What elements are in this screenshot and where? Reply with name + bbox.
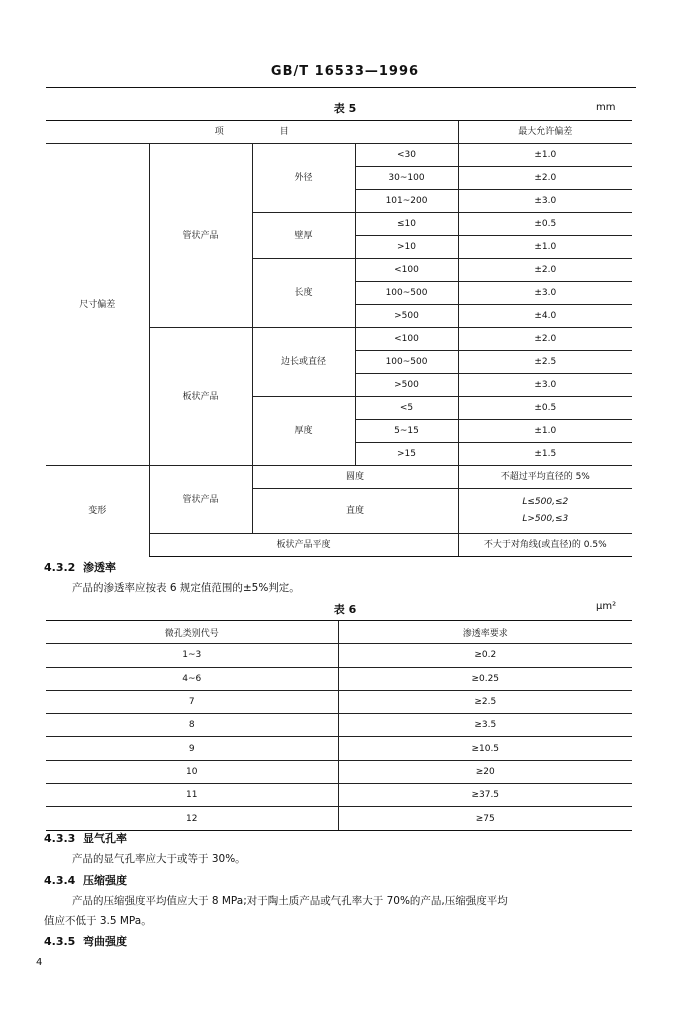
table6-unit: μm²	[596, 601, 617, 612]
plate-flatness-tolerance: 不大于对角线(或直径)的 0.5%	[458, 534, 632, 557]
straightness-tol-line-2: L>500,≤3	[522, 514, 569, 524]
req-cell: ≥2.5	[338, 690, 632, 713]
straightness-label: 直度	[252, 489, 458, 534]
range-cell: 100~500	[355, 282, 458, 305]
section-4-3-5-heading	[44, 933, 127, 949]
outer-dia-label: 外径	[252, 144, 355, 213]
table-row	[46, 737, 632, 760]
table-row	[46, 621, 632, 644]
code-cell: 11	[46, 784, 338, 807]
table-6-permeability	[46, 620, 632, 831]
header-rule	[46, 87, 636, 88]
code-cell: 1~3	[46, 644, 338, 667]
req-cell: ≥3.5	[338, 714, 632, 737]
range-cell: <30	[355, 144, 458, 167]
tolerance-cell: ±3.0	[458, 190, 632, 213]
range-cell: 5~15	[355, 420, 458, 443]
tolerance-cell: ±2.0	[458, 259, 632, 282]
tolerance-cell: ±0.5	[458, 397, 632, 420]
deform-group-label: 变形	[46, 466, 149, 557]
wall-label: 壁厚	[252, 213, 355, 259]
tolerance-cell: ±2.0	[458, 328, 632, 351]
table6-caption: 表 6	[333, 603, 357, 616]
tolerance-cell: ±4.0	[458, 305, 632, 328]
req-cell: ≥37.5	[338, 784, 632, 807]
straightness-tolerance	[458, 489, 632, 534]
table-row	[46, 690, 632, 713]
range-cell: >500	[355, 374, 458, 397]
code-cell: 8	[46, 714, 338, 737]
table5-unit: mm	[596, 102, 616, 113]
tolerance-cell: ±1.5	[458, 443, 632, 466]
tolerance-cell: ±1.0	[458, 144, 632, 167]
section-number: 4.3.5	[44, 935, 76, 948]
range-cell: ≤10	[355, 213, 458, 236]
straightness-tol-line-1: L≤500,≤2	[522, 497, 569, 507]
table6-head-req: 渗透率要求	[338, 621, 632, 644]
section-4-3-2-heading	[44, 559, 116, 575]
section-title: 压缩强度	[83, 874, 127, 887]
section-4-3-4-heading	[44, 872, 127, 888]
plate-label: 板状产品	[149, 328, 252, 466]
table5-caption: 表 5	[333, 102, 357, 115]
range-cell: 30~100	[355, 167, 458, 190]
deform-pipe-label: 管状产品	[149, 466, 252, 534]
table5-head-mu-text: 目	[279, 127, 289, 137]
table5-head-item	[46, 121, 458, 144]
req-cell: ≥75	[338, 807, 632, 830]
table-5-dimension-tolerance	[46, 120, 632, 557]
tolerance-cell: ±2.5	[458, 351, 632, 374]
req-cell: ≥0.25	[338, 667, 632, 690]
section-title: 弯曲强度	[83, 935, 127, 948]
range-cell: <100	[355, 259, 458, 282]
range-cell: 101~200	[355, 190, 458, 213]
range-cell: 100~500	[355, 351, 458, 374]
section-number: 4.3.4	[44, 874, 76, 887]
table-row	[46, 466, 632, 489]
range-cell: >500	[355, 305, 458, 328]
roundness-tolerance: 不超过平均直径的 5%	[458, 466, 632, 489]
section-number: 4.3.3	[44, 832, 76, 845]
length-label: 长度	[252, 259, 355, 328]
thickness-label: 厚度	[252, 397, 355, 466]
section-4-3-3-heading	[44, 830, 127, 846]
section-number: 4.3.2	[44, 561, 76, 574]
table-row	[46, 121, 632, 144]
page-header-standard: GB/T 16533—1996	[270, 64, 420, 79]
tolerance-cell: ±2.0	[458, 167, 632, 190]
tolerance-cell: ±1.0	[458, 236, 632, 259]
table-row	[46, 714, 632, 737]
tolerance-cell: ±3.0	[458, 282, 632, 305]
table-row	[46, 644, 632, 667]
table-row	[46, 784, 632, 807]
code-cell: 10	[46, 760, 338, 783]
table5-head-tolerance: 最大允许偏差	[458, 121, 632, 144]
table-row	[46, 667, 632, 690]
code-cell: 4~6	[46, 667, 338, 690]
req-cell: ≥20	[338, 760, 632, 783]
code-cell: 7	[46, 690, 338, 713]
section-4-3-3-text: 产品的显气孔率应大于或等于 30%。	[72, 853, 246, 865]
code-cell: 9	[46, 737, 338, 760]
range-cell: <5	[355, 397, 458, 420]
range-cell: <100	[355, 328, 458, 351]
section-4-3-4-text-line-2: 值应不低于 3.5 MPa。	[44, 915, 152, 927]
side-or-dia-label: 边长或直径	[252, 328, 355, 397]
table6-head-code: 微孔类别代号	[46, 621, 338, 644]
section-4-3-4-text-line-1: 产品的压缩强度平均值应大于 8 MPa;对于陶土质产品或气孔率大于 70%的产品,压缩强度平均	[72, 895, 508, 907]
req-cell: ≥10.5	[338, 737, 632, 760]
tolerance-cell: ±0.5	[458, 213, 632, 236]
roundness-label: 圆度	[252, 466, 458, 489]
dim-group-label: 尺寸偏差	[46, 144, 149, 466]
section-title: 显气孔率	[83, 832, 127, 845]
tolerance-cell: ±1.0	[458, 420, 632, 443]
section-4-3-2-text: 产品的渗透率应按表 6 规定值范围的±5%判定。	[72, 582, 300, 594]
range-cell: >10	[355, 236, 458, 259]
table-row	[46, 807, 632, 830]
table5-head-item-text: 项	[214, 127, 224, 137]
tolerance-cell: ±3.0	[458, 374, 632, 397]
table-row	[46, 144, 632, 167]
req-cell: ≥0.2	[338, 644, 632, 667]
table-row	[46, 760, 632, 783]
page-number: 4	[36, 957, 43, 968]
code-cell: 12	[46, 807, 338, 830]
section-title: 渗透率	[83, 561, 116, 574]
plate-flatness-label: 板状产品平度	[149, 534, 458, 557]
pipe-label: 管状产品	[149, 144, 252, 328]
range-cell: >15	[355, 443, 458, 466]
